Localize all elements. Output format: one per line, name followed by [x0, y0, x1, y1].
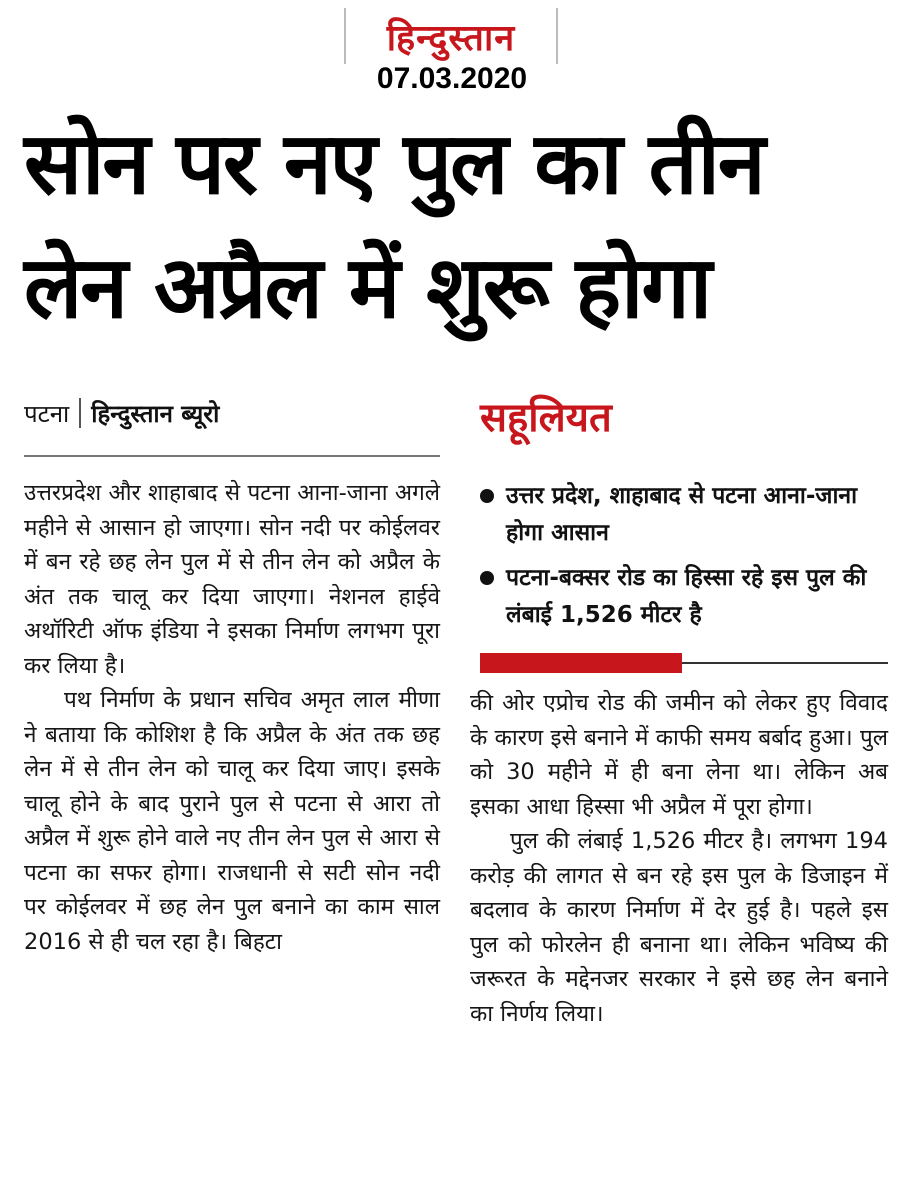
byline [24, 393, 219, 433]
sidebar-bullet-text: पटना-बक्सर रोड का हिस्सा रहे इस पुल की लंबाई 1,526 मीटर है [506, 565, 867, 628]
sidebar-bullet [472, 478, 892, 552]
bullet-dot-icon [480, 571, 494, 585]
masthead [344, 8, 558, 64]
newspaper-logo: हिन्दुस्तान [386, 17, 516, 59]
sidebar-bullet-text: उत्तर प्रदेश, शाहाबाद से पटना आना-जाना होगा आसान [506, 483, 858, 546]
sidebar-bullets [472, 478, 892, 642]
headline [24, 102, 894, 350]
byline-bureau: हिन्दुस्तान ब्यूरो [91, 399, 220, 428]
sidebar-accent-bar [480, 653, 682, 673]
byline-rule [24, 455, 440, 457]
bullet-dot-icon [480, 489, 494, 503]
article-paragraph: पथ निर्माण के प्रधान सचिव अमृत लाल मीणा ने बताया कि कोशिश है कि अप्रैल के अंत तक छह लेन में से तीन लेन को चालू कर दिया जाए। इसके चालू होने के बाद पुराने पुल से पटना से आरा तो अप्रैल में शुरू होने वाले नए तीन लेन पुल से आरा से पटना का सफर होगा। राजधानी से सटी सोन नदी पर कोईलवर में छह लेन पुल बनाने का काम साल 2016 से ही चल रहा है। बिहटा [24, 687, 440, 955]
publication-date: 07.03.2020 [376, 62, 528, 95]
sidebar-bullet [472, 560, 892, 634]
article-paragraph: पुल की लंबाई 1,526 मीटर है। लगभग 194 करोड़ की लागत से बन रहे इस पुल के डिजाइन में बदलाव के कारण निर्माण में देर हुई है। पहले इस पुल को फोरलेन ही बनाना था। लेकिन भविष्य की जरूरत के मद्देनजर सरकार ने इसे छह लेन बनाने का निर्णय लिया। [470, 828, 888, 1027]
byline-divider [79, 398, 81, 428]
article-paragraph: की ओर एप्रोच रोड की जमीन को लेकर हुए विवाद के कारण इसे बनाने में काफी समय बर्बाद हुआ। पुल को 30 महीने में ही बना लेना था। लेकिन अब इसका आधा हिस्सा भी अप्रैल में पूरा होगा। [470, 690, 888, 820]
article-column-right [470, 686, 888, 1031]
article-paragraph: उत्तरप्रदेश और शाहाबाद से पटना आना-जाना अगले महीने से आसान हो जाएगा। सोन नदी पर कोईलवर में बन रहे छह लेन पुल में से तीन लेन को अप्रैल के अंत तक चालू कर दिया जाएगा। नेशनल हाईवे अथॉरिटी ऑफ इंडिया ने इसका निर्माण लगभग पूरा कर लिया है। [24, 480, 440, 679]
headline-line-2: लेन अप्रैल में शुरू होगा [24, 238, 711, 338]
article-column-left [24, 476, 440, 959]
sidebar-rule [682, 662, 888, 664]
byline-place: पटना [24, 399, 70, 428]
headline-line-1: सोन पर नए पुल का तीन [24, 114, 764, 214]
sidebar-title: सहूलियत [480, 395, 612, 441]
